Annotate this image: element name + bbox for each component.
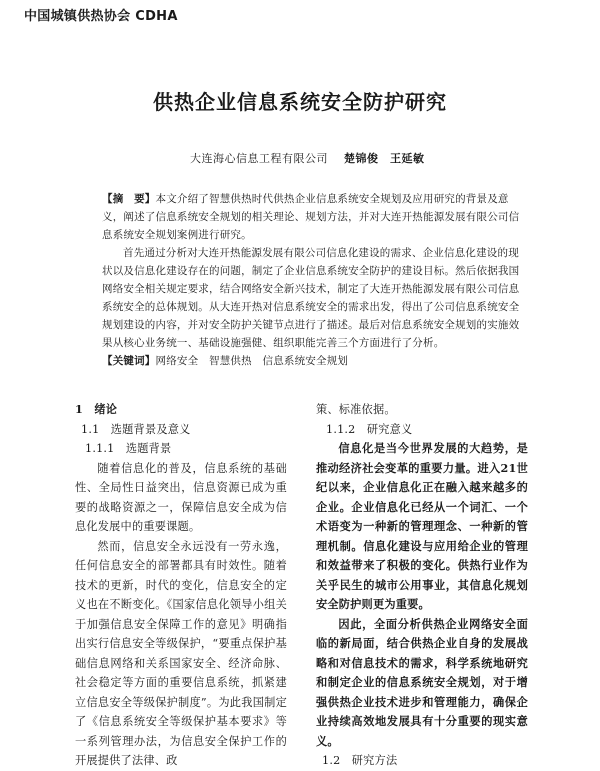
right-column bbox=[316, 400, 528, 771]
keywords-line bbox=[102, 352, 524, 370]
affiliation: 大连海心信息工程有限公司 bbox=[190, 152, 328, 165]
section-heading-1-2: 1.2 研究方法 bbox=[322, 754, 398, 767]
body-paragraph: 因此，全面分析供热企业网络安全面临的新局面，结合供热企业自身的发展战略和对信息技术的需求，科学系统地研究和制定企业的信息系统安全规划，对于增强供热企业技术进步和管理能力，确保企业持续高效地发展具有十分重要的现实意义。 bbox=[316, 616, 528, 748]
abstract-paragraph-1 bbox=[102, 190, 524, 244]
paper-title: 供热企业信息系统安全防护研究 bbox=[153, 90, 447, 114]
section-heading-1-1-1: 1.1.1 选题背景 bbox=[85, 442, 172, 455]
section-heading-1: 1 绪论 bbox=[75, 402, 118, 416]
section-heading-1-1: 1.1 选题背景及意义 bbox=[81, 422, 191, 436]
abstract-text-1: 本文介绍了智慧供热时代供热企业信息系统安全规划及应用研究的背景及意义，阐述了信息系统安全规划的相关理论、规划方法，并对大连开热能源发展有限公司信息系统安全规划案例进行研究。 bbox=[102, 193, 520, 241]
keywords-text: 网络安全 智慧供热 信息系统安全规划 bbox=[155, 355, 349, 367]
keywords-label: 【关键词】 bbox=[102, 355, 156, 367]
body-paragraph-continued: 策、标准依据。 bbox=[316, 403, 396, 416]
left-column bbox=[75, 400, 287, 771]
body-paragraph: 然而，信息安全永远没有一劳永逸，任何信息安全的部署都具有时效性。随着技术的更新，时代的变化，信息安全的定义也在不断变化。《国家信息化领导小组关于加强信息安全保障工作的意见》明确指出实行信息安全等级保护，“要重点保护基础信息网络和关系国家安全、经济命脉、社会稳定等方面的重要信息系统，抓紧建立信息安全等级保护制度”。为此我国制定了《信息系统安全等级保护基本要求》等一系列管理办法，为信息安全保护工作的开展提供了法律、政 bbox=[75, 539, 287, 767]
body-paragraph: 信息化是当今世界发展的大趋势，是推动经济社会变革的重要力量。进入21世纪以来，企业信息化正在融入越来越多的企业。企业信息化已经从一个词汇、一个术语变为一种新的管理理念、一种新的管理机制。信息化建设与应用给企业的管理和效益带来了积极的变化。供热行业作为关乎民生的城市公用事业，其信息化规划安全防护则更为重要。 bbox=[316, 441, 528, 611]
body-paragraph: 随着信息化的普及，信息系统的基础性、全局性日益突出，信息资源已成为重要的战略资源之一，保障信息安全成为信息化发展中的重要课题。 bbox=[75, 461, 287, 533]
abstract-paragraph-2: 首先通过分析对大连开热能源发展有限公司信息化建设的需求、企业信息化建设的现状以及信息化建设存在的问题，制定了企业信息系统安全防护的建设目标。然后依据我国网络安全相关规定要求，结合网络安全新兴技术，制定了大连开热能源发展有限公司信息系统安全的总体规划。从大连开热对信息系统安全的需求出发，得出了公司信息系统安全规划建设的内容，并对安全防护关键节点进行了描述。最后对信息系统安全规划的实施效果从核心业务统一、基础设施强健、组织职能完善三个方面进行了分析。 bbox=[102, 247, 520, 349]
author-names: 楚锦俊 王延敏 bbox=[344, 152, 425, 165]
author-line bbox=[190, 150, 425, 166]
section-heading-1-1-2: 1.1.2 研究意义 bbox=[326, 422, 413, 436]
abstract-block bbox=[102, 190, 524, 370]
abstract-label: 【摘 要】 bbox=[102, 193, 156, 205]
journal-header: 中国城镇供热协会 CDHA bbox=[24, 9, 178, 24]
